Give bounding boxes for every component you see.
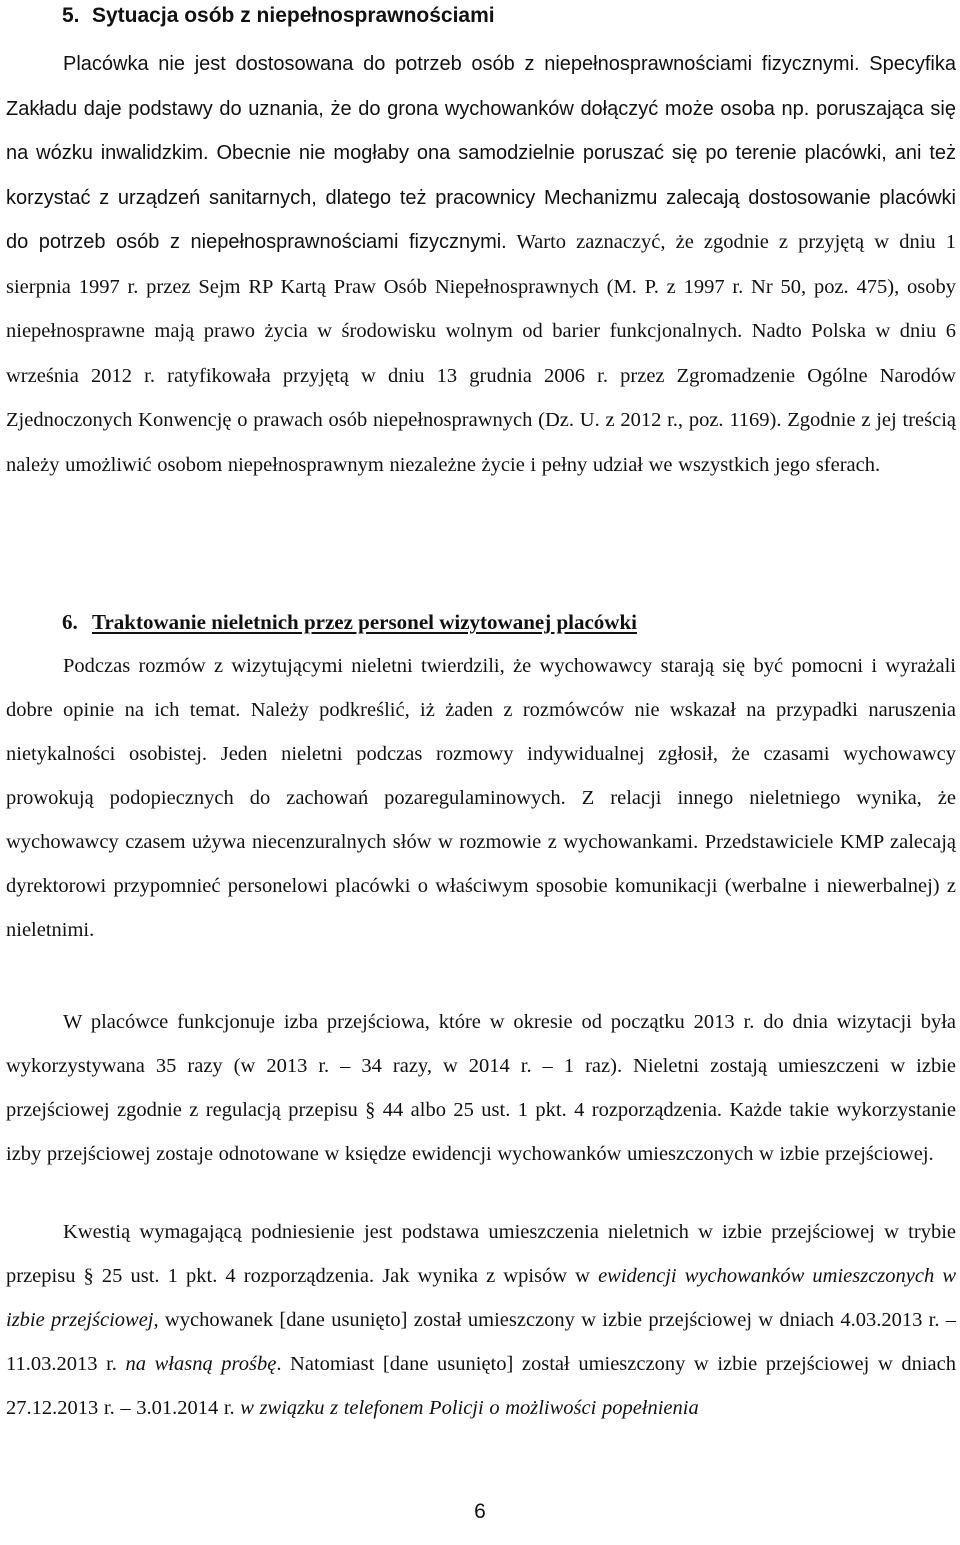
para3-italic-register: ewidencji wychowanków umieszczonych w izbie przejściowej bbox=[6, 1265, 956, 1331]
section-6-paragraph-1: Podczas rozmów z wizytującymi nieletni twierdzili, że wychowawcy starają się być pomocni i wyrażali dobre opinie na ich temat. Należy podkreślić, iż żaden z rozmówców nie wskazał na przypadki naruszenia nietykalności osobistej. Jeden nieletni podczas rozmowy indywidualnej zgłosił, że czasami wychowawcy prowokują podopiecznych do zachowań pozaregulaminowych. Z relacji innego nieletniego wynika, że wychowawcy czasem używa niecenzuralnych słów w rozmowie z wychowankami. Przedstawiciele KMP zalecają dyrektorowi przypomnieć personelowi placówki o właściwym sposobie komunikacji (werbalne i niewerbalnej) z nieletnimi. bbox=[6, 655, 956, 941]
section-5-paragraph bbox=[6, 42, 956, 487]
section-6-title: Traktowanie nieletnich przez personel wizytowanej placówki bbox=[92, 610, 637, 634]
section-6-number: 6. bbox=[62, 610, 78, 634]
para3-text-e: . Natomiast [dane usunięto] został umieszczony w izbie przejściowej w dniach 27.12.2013 r. – 3.01.2014 r. bbox=[6, 1353, 956, 1419]
section-5-number: 5. bbox=[62, 4, 80, 27]
section-5-heading bbox=[62, 2, 495, 30]
para3-text-a: Kwestią wymagającą podniesienie jest podstawa umieszczenia nieletnich w izbie przejściowej w trybie przepisu § 25 ust. 1 pkt. 4 rozporządzenia. Jak wynika z wpisów w bbox=[6, 1221, 956, 1287]
section-6-heading bbox=[62, 608, 637, 636]
section-5-title: Sytuacja osób z niepełnosprawnościami bbox=[92, 4, 495, 27]
para3-italic-own-request: na własną prośbę bbox=[125, 1353, 277, 1375]
section-6-paragraph-2: W placówce funkcjonuje izba przejściowa, które w okresie od początku 2013 r. do dnia wizytacji była wykorzystywana 35 razy (w 2013 r. – 34 razy, w 2014 r. – 1 raz). Nieletni zostają umieszczeni w izbie przejściowej zgodnie z regulacją przepisu § 44 albo 25 ust. 1 pkt. 4 rozporządzenia. Każde takie wykorzystanie izby przejściowej zostaje odnotowane w księdze ewidencji wychowanków umieszczonych w izbie przejściowej. bbox=[6, 1011, 956, 1165]
para3-text-c: , wychowanek [dane usunięto] został umieszczony w izbie przejściowej w dniach 4.03.2013 r. – 11.03.2013 r. bbox=[6, 1309, 957, 1375]
para3-italic-police: w związku z telefonem Policji o możliwości popełnienia bbox=[240, 1397, 699, 1419]
section-5-text-serif: Warto zaznaczyć, że zgodnie z przyjętą w dniu 1 sierpnia 1997 r. przez Sejm RP Kartą Praw Osób Niepełnosprawnych (M. P. z 1997 r. Nr 50, poz. 475), osoby niepełnosprawne mają prawo życia w środowisku wolnym od barier funkcjonalnych. Nadto Polska w dniu 6 września 2012 r. ratyfikowała przyjętą w dniu 13 grudnia 2006 r. przez Zgromadzenie Ogólne Narodów Zjednoczonych Konwencję o prawach osób niepełnosprawnych (Dz. U. z 2012 r., poz. 1169). Zgodnie z jej treścią należy umożliwić osobom niepełnosprawnym niezależne życie i pełny udział we wszystkich jego sferach. bbox=[6, 231, 956, 476]
section-5-text-sans: Placówka nie jest dostosowana do potrzeb osób z niepełnosprawnościami fizycznymi. Specyfika Zakładu daje podstawy do uznania, że do grona wychowanków dołączyć może osoba np. poruszająca się na wózku inwalidzkim. Obecnie nie mogłaby ona samodzielnie poruszać się po terenie placówki, ani też korzystać z urządzeń sanitarnych, dlatego też pracownicy Mechanizmu zalecają dostosowanie placówki do potrzeb osób z niepełnosprawnościami fizycznymi. bbox=[6, 53, 956, 253]
page-number: 6 bbox=[474, 1500, 486, 1523]
section-6-paragraph-3 bbox=[6, 1210, 956, 1430]
